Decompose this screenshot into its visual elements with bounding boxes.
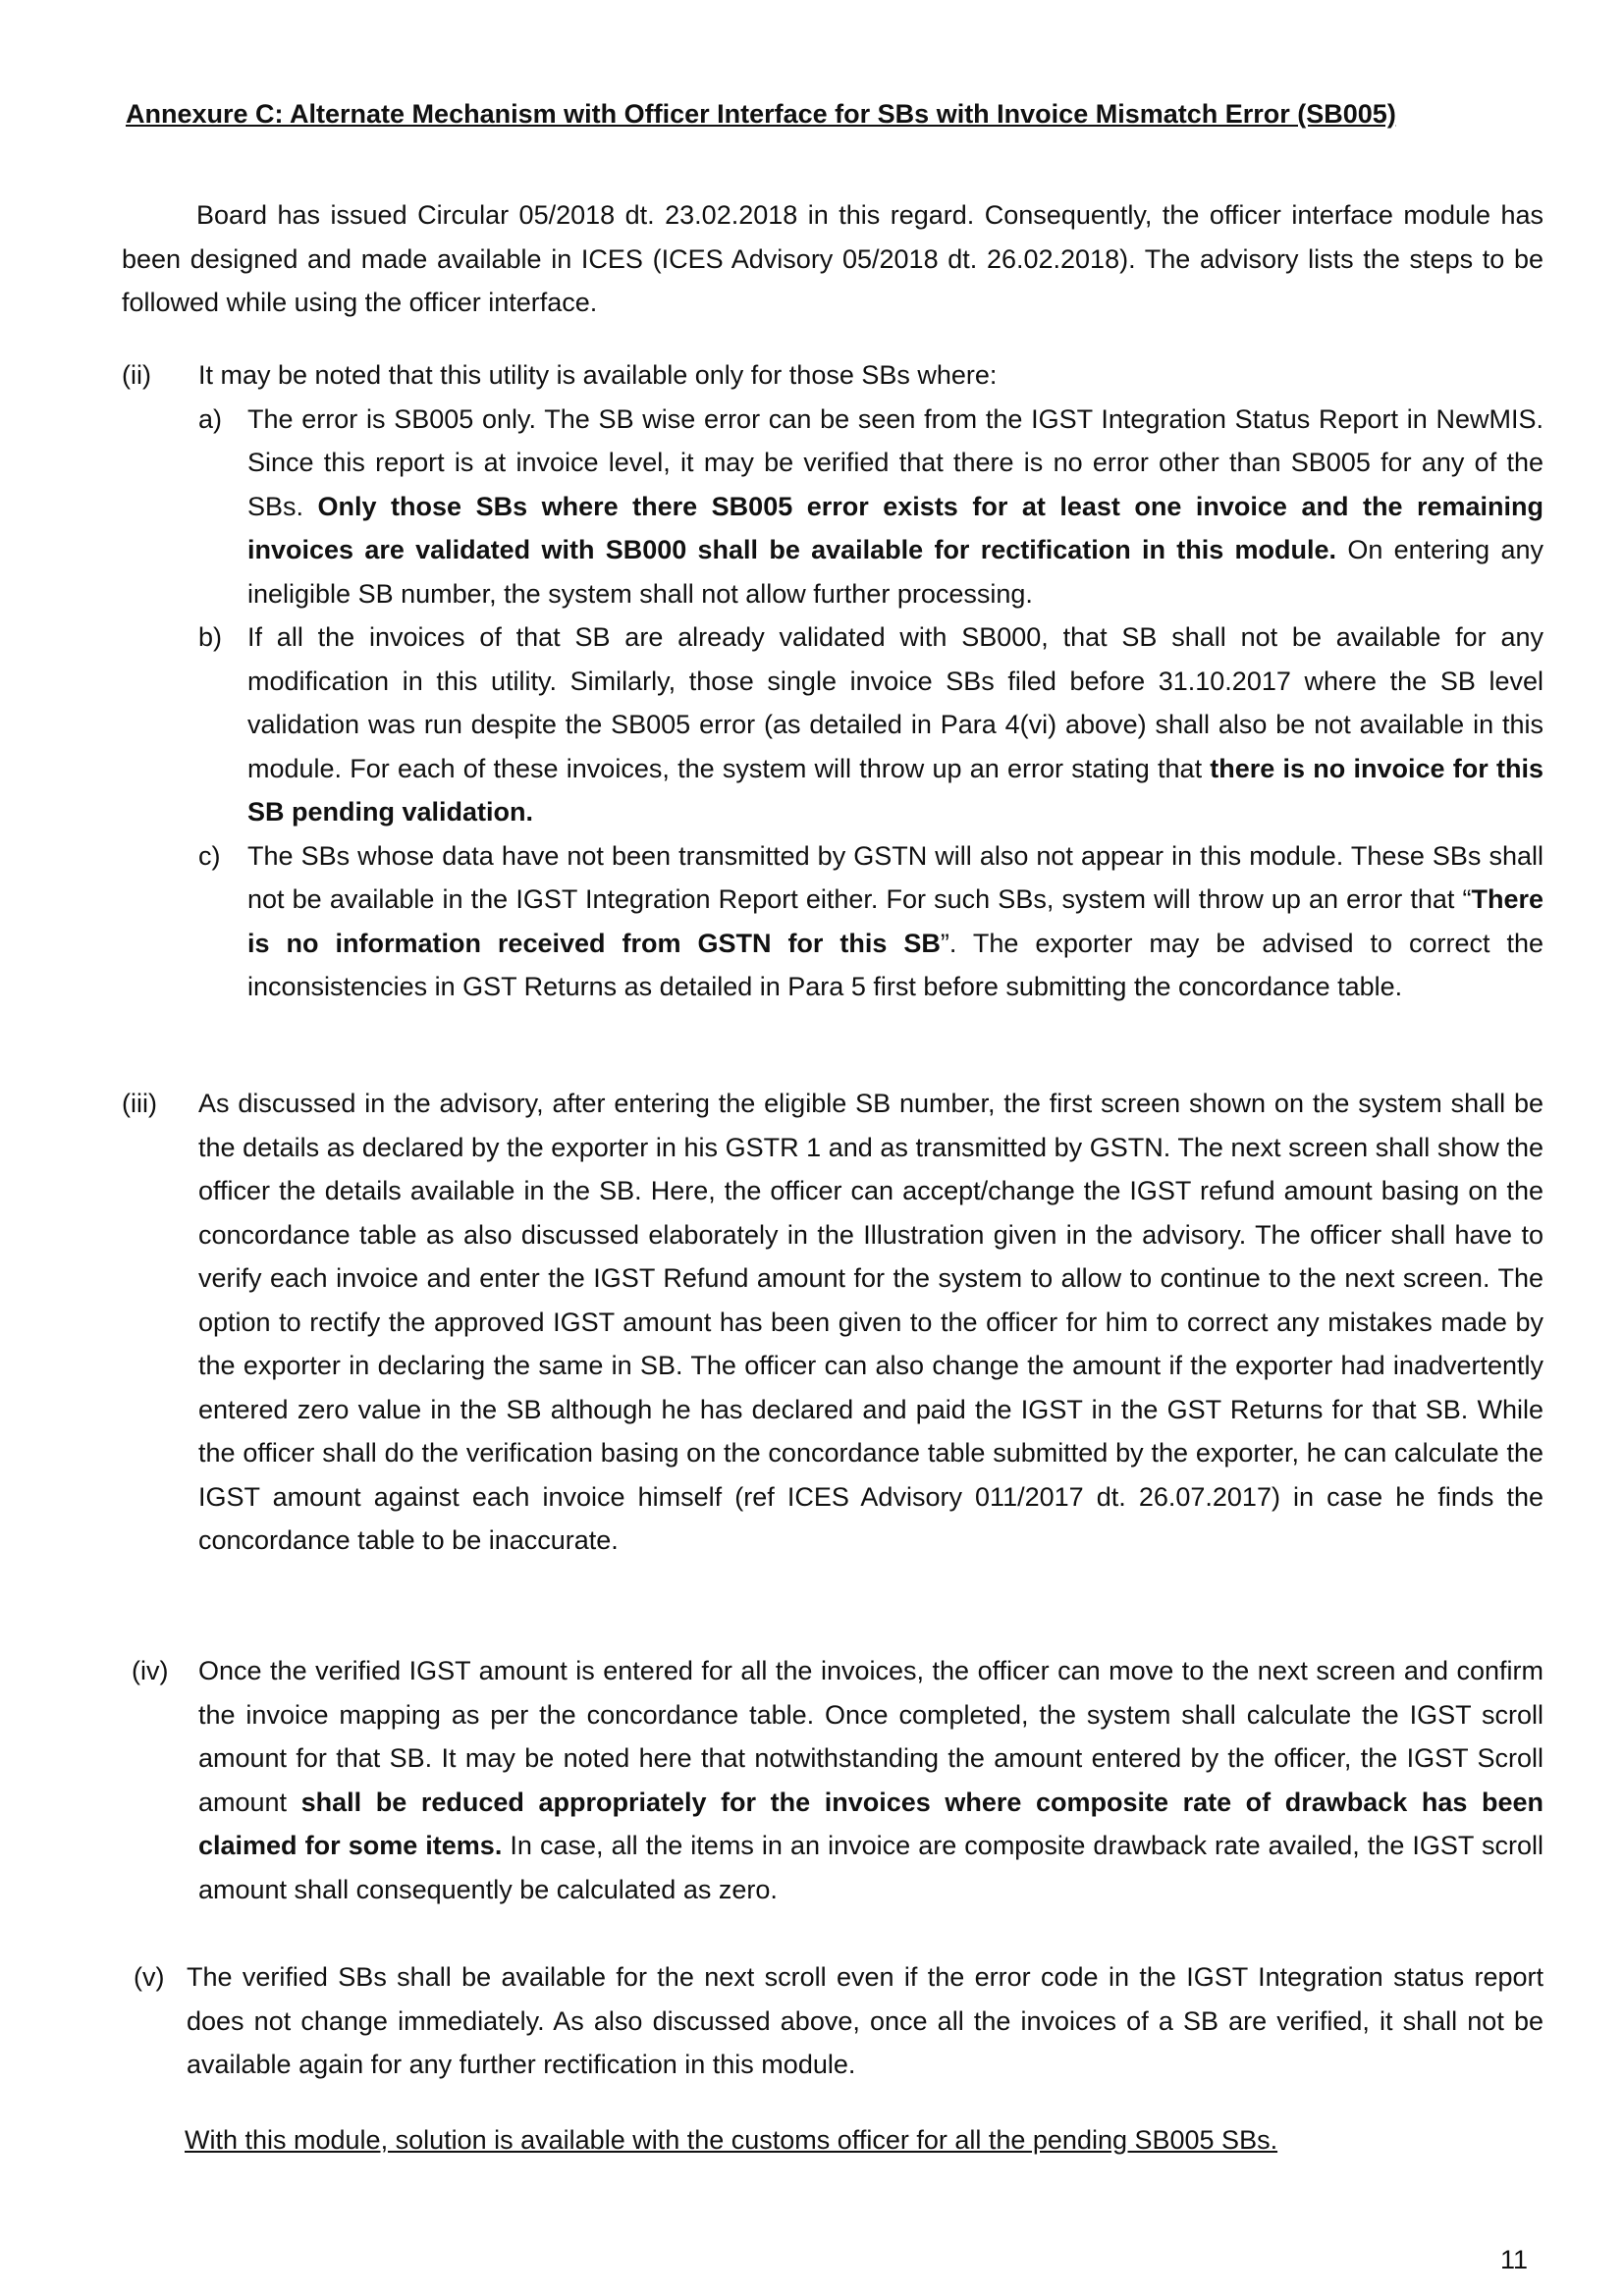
item-iv-bold: shall be reduced appropriately for the invoices where composite rate of drawback has been claimed for some items. xyxy=(198,1787,1543,1860)
item-v-number: (v) xyxy=(134,1962,165,1992)
item-v xyxy=(122,1955,1543,2087)
sub-item-c-label: c) xyxy=(198,840,221,871)
item-iv xyxy=(122,1649,1543,1911)
sub-item-a-bold: Only those SBs where there SB005 error exists for at least one invoice and the remaining invoices are validated with SB000 shall be available for rectification in this module. xyxy=(247,491,1543,564)
sub-item-c-bold: There is no information received from GSTN for this SB xyxy=(247,884,1543,958)
sub-item-b-text xyxy=(247,615,1543,834)
sub-item-c-text-1: The SBs whose data have not been transmitted by GSTN will also not appear in this module. These SBs shall not be available in the IGST Integration Report either. For such SBs, system will throw up an error that “ xyxy=(247,840,1543,914)
sub-item-b xyxy=(198,615,1543,834)
item-ii-number: (ii) xyxy=(122,360,151,390)
page-number: 11 xyxy=(1500,2245,1529,2274)
sub-item-a-text xyxy=(247,398,1543,616)
item-iii xyxy=(122,1082,1543,1563)
sub-item-a-text-2: On entering any ineligible SB number, the system shall not allow further processing. xyxy=(247,535,1543,609)
item-iv-number: (iv) xyxy=(132,1656,169,1685)
sub-item-b-text-1: If all the invoices of that SB are already validated with SB000, that SB shall not be available for any modification in this utility. Similarly, those single invoice SBs filed before 31.10.2017 where the SB level validation was run despite the SB005 error (as detailed in Para 4(vi) above) shall also be not available in this module. For each of these invoices, the system will throw up an error stating that xyxy=(247,622,1543,783)
item-iii-text: As discussed in the advisory, after entering the eligible SB number, the first screen shown on the system shall be the details as declared by the exporter in his GSTR 1 and as transmitted by GSTN. The next screen shall show the officer the details available in the SB. Here, the officer can accept/change the IGST refund amount basing on the concordance table as also discussed elaborately in the Illustration given in the advisory. The officer shall have to verify each invoice and enter the IGST Refund amount for the system to allow to continue to the next screen. The option to rectify the approved IGST amount has been given to the officer for him to correct any mistakes made by the exporter in declaring the same in SB. The officer can also change the amount if the exporter had inadvertently entered zero value in the SB although he has declared and paid the IGST in the GST Returns for that SB. While the officer shall do the verification basing on the concordance table submitted by the exporter, he can calculate the IGST amount against each invoice himself (ref ICES Advisory 011/2017 dt. 26.07.2017) in case he finds the concordance table to be inaccurate. xyxy=(198,1089,1543,1555)
page-title: Annexure C: Alternate Mechanism with Officer Interface for SBs with Invoice Mismatch Error (SB005) xyxy=(126,99,1396,129)
sub-item-a-text-1: The error is SB005 only. The SB wise error can be seen from the IGST Integration Status Report in NewMIS. Since this report is at invoice level, it may be verified that there is no error other than SB005 for any of the SBs. xyxy=(247,403,1543,521)
intro-paragraph: Board has issued Circular 05/2018 dt. 23.02.2018 in this regard. Consequently, the officer interface module has been designed and made available in ICES (ICES Advisory 05/2018 dt. 26.02.2018). The advisory lists the steps to be followed while using the officer interface. xyxy=(122,200,1543,317)
sub-item-b-bold: there is no invoice for this SB pending validation. xyxy=(247,753,1543,827)
closing-statement: With this module, solution is available with the customs officer for all the pending SB005 SBs. xyxy=(185,2125,1278,2155)
sub-item-c-text xyxy=(247,834,1543,1009)
item-ii xyxy=(122,353,1543,1009)
sub-item-a xyxy=(198,398,1543,616)
sub-item-a-label: a) xyxy=(198,403,223,434)
item-iv-text xyxy=(198,1649,1543,1911)
item-v-text: The verified SBs shall be available for the next scroll even if the error code in the IGST Integration status report does not change immediately. As also discussed above, once all the invoices of a SB are verified, it shall not be available again for any further rectification in this module. xyxy=(187,1962,1543,2079)
item-iii-number: (iii) xyxy=(122,1089,157,1118)
sub-item-b-label: b) xyxy=(198,622,223,652)
item-iv-text-2: In case, all the items in an invoice are composite drawback rate availed, the IGST scroll amount shall consequently be calculated as zero. xyxy=(198,1831,1543,1904)
sub-item-c xyxy=(198,834,1543,1009)
sub-item-c-text-2: ”. The exporter may be advised to correct the inconsistencies in GST Returns as detailed in Para 5 first before submitting the concordance table. xyxy=(247,928,1543,1001)
item-iv-text-1: Once the verified IGST amount is entered for all the invoices, the officer can move to the next screen and confirm the invoice mapping as per the concordance table. Once completed, the system shall calculate the IGST scroll amount for that SB. It may be noted here that notwithstanding the amount entered by the officer, the IGST Scroll amount xyxy=(198,1656,1543,1817)
item-ii-text: It may be noted that this utility is available only for those SBs where: xyxy=(198,360,998,390)
